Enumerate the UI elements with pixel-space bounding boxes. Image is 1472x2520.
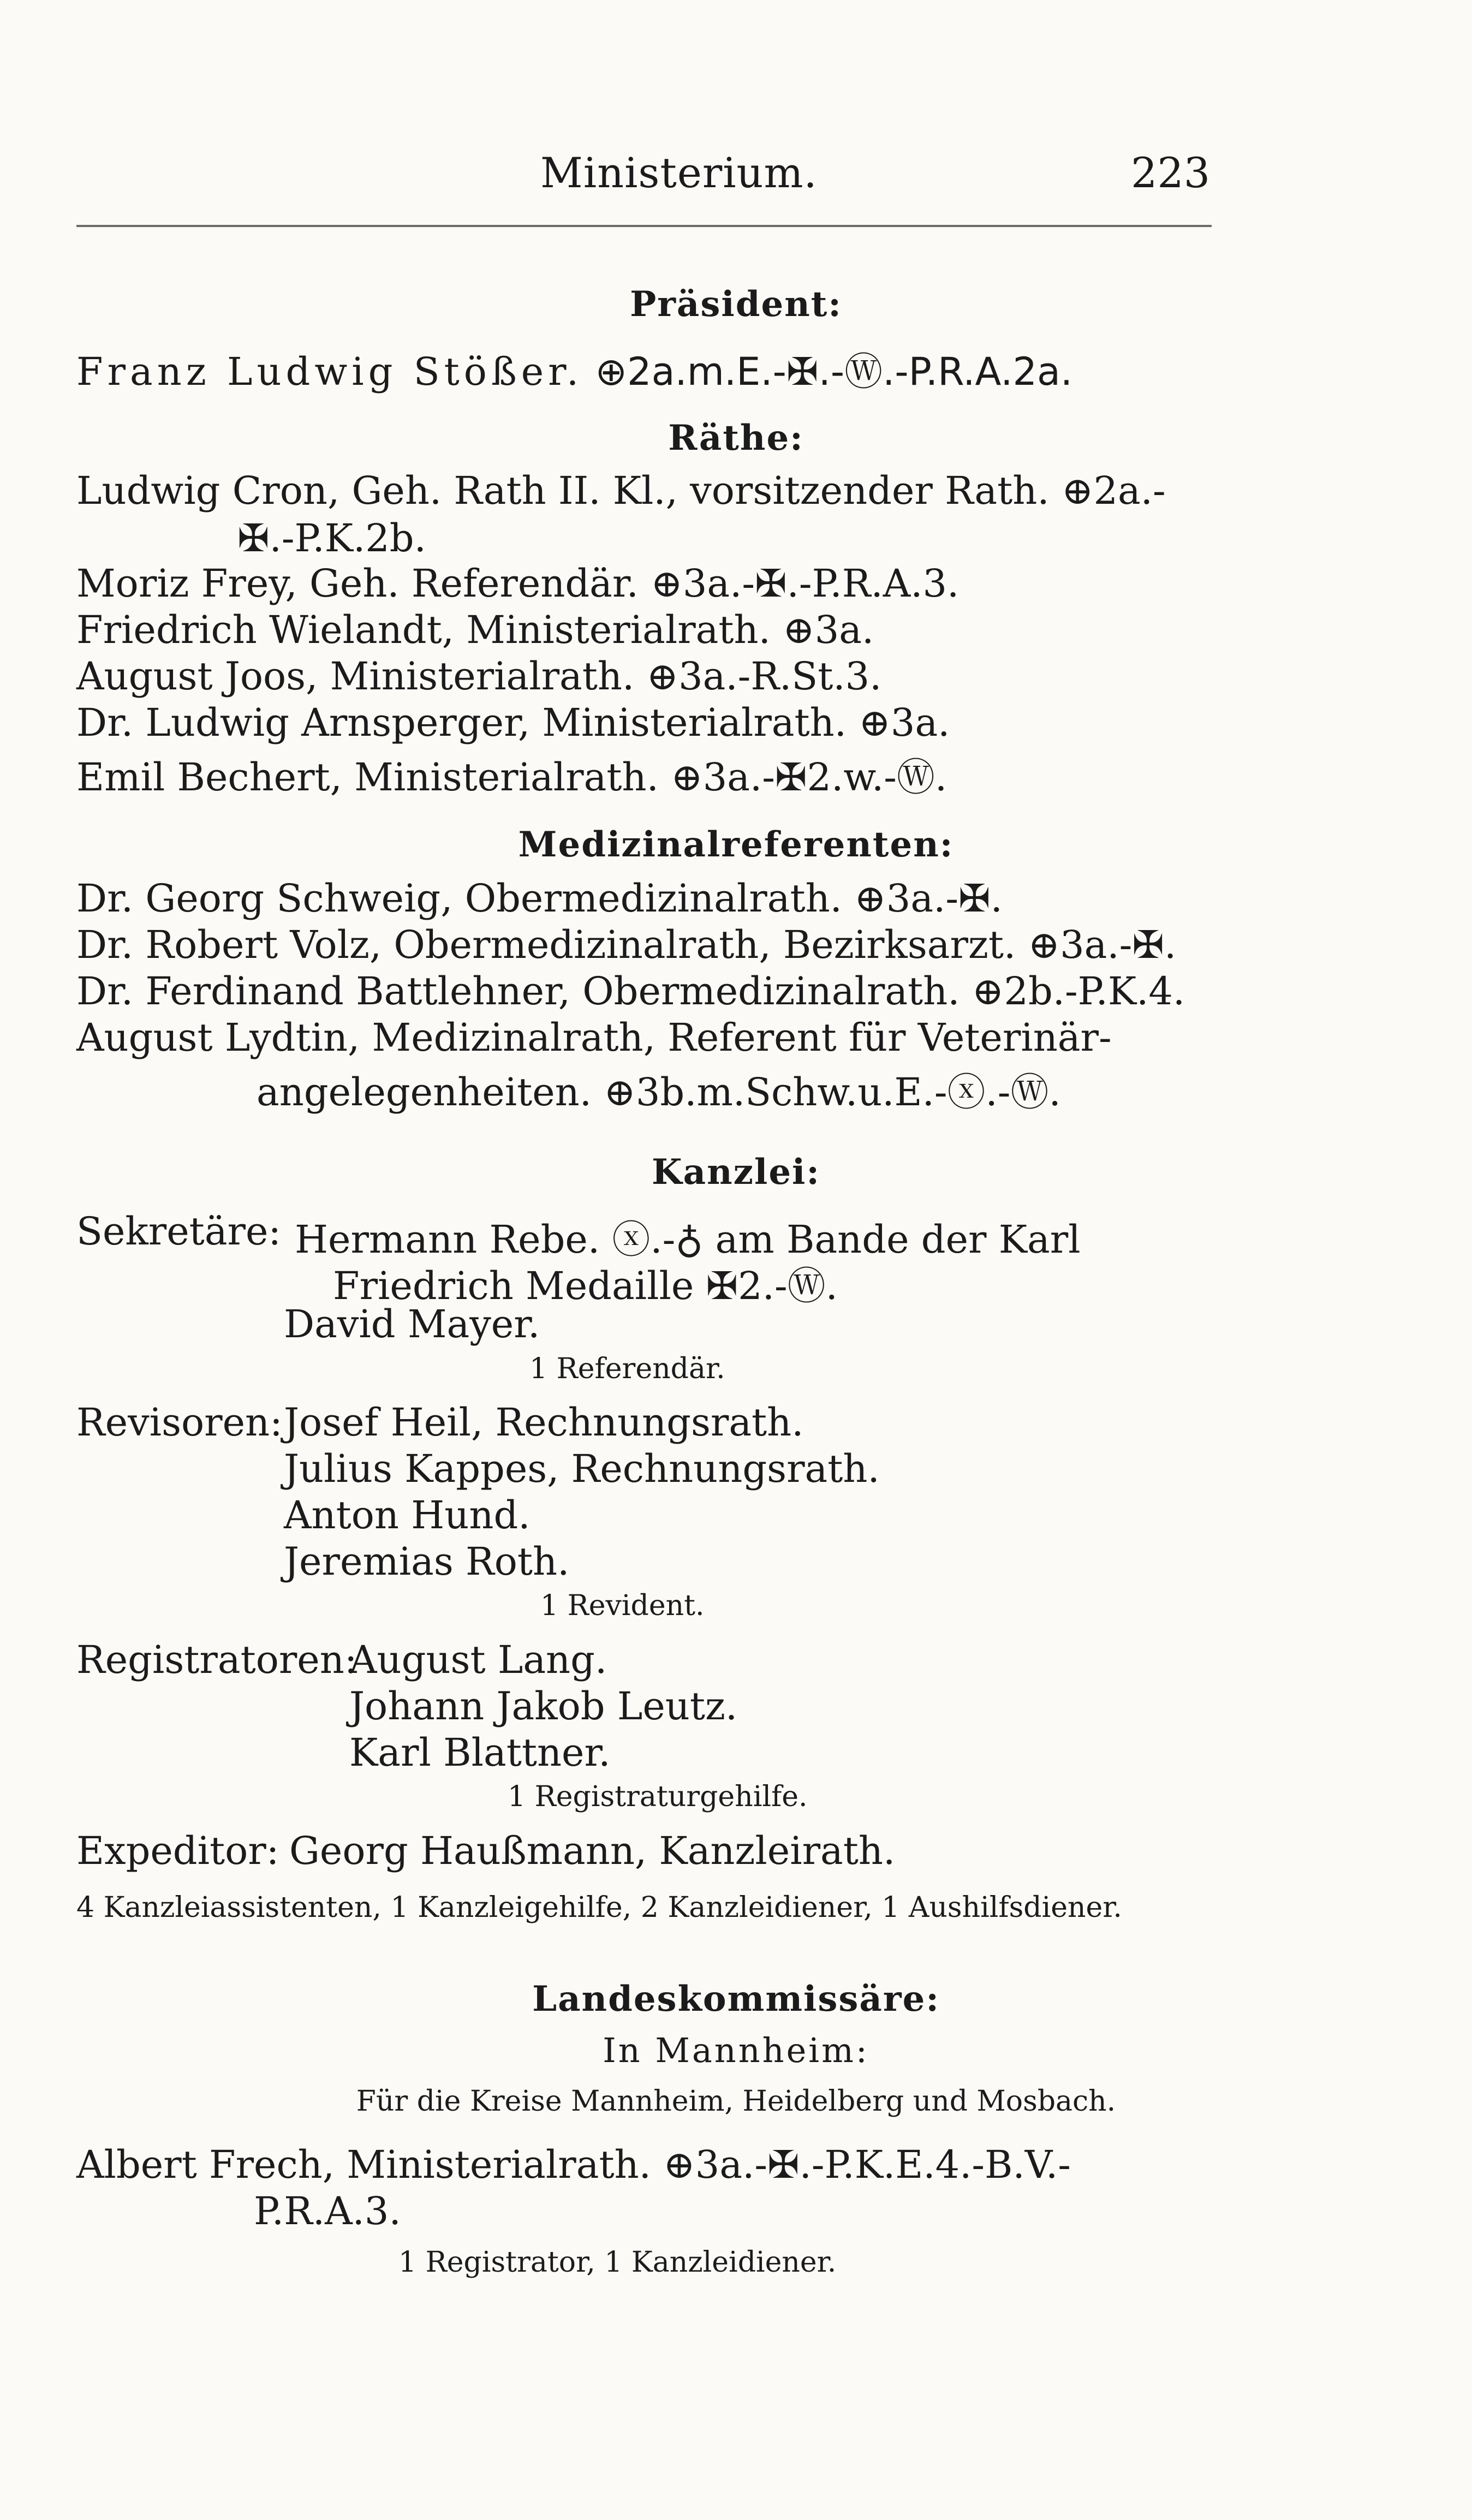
landeskommissaere-district: Für die Kreise Mannheim, Heidelberg und Mosbach. <box>356 2085 1116 2118</box>
expeditor-line: Georg Haußmann, Kanzleirath. <box>289 1828 896 1873</box>
label-revisoren: Revisoren: <box>76 1400 283 1445</box>
raethe-line: Ludwig Cron, Geh. Rath II. Kl., vorsitzender Rath. ⊕2a.- <box>76 468 1166 513</box>
medizinal-line: Dr. Robert Volz, Obermedizinalrath, Bezirksarzt. ⊕3a.-✠. <box>76 922 1177 967</box>
praesident-name: Franz Ludwig Stößer. <box>76 349 583 394</box>
section-heading-landeskommissaere: Landeskommissäre: <box>532 1979 940 2019</box>
sekretaer-line: David Mayer. <box>284 1302 540 1347</box>
raethe-line: Dr. Ludwig Arnsperger, Ministerialrath. ⊕3a. <box>76 700 950 745</box>
label-sekretaere: Sekretäre: <box>76 1209 282 1254</box>
sekretaer-line: Hermann Rebe. ⓧ.-♁ am Bande der Karl <box>295 1217 1081 1262</box>
raethe-line: Emil Bechert, Ministerialrath. ⊕3a.-✠2.w.-Ⓦ. <box>76 755 947 800</box>
header-rule <box>76 225 1212 227</box>
section-heading-kanzlei: Kanzlei: <box>652 1152 820 1193</box>
raethe-line: August Joos, Ministerialrath. ⊕3a.-R.St.3. <box>76 654 882 699</box>
landeskommissaer-line: Albert Frech, Ministerialrath. ⊕3a.-✠.-P.K.E.4.-B.V.- <box>76 2142 1071 2187</box>
sekretaere-note: 1 Referendär. <box>529 1353 725 1385</box>
label-registratoren: Registratoren: <box>76 1637 357 1682</box>
sekretaer-line: Friedrich Medaille ✠2.-Ⓦ. <box>333 1264 838 1308</box>
medizinal-line: angelegenheiten. ⊕3b.m.Schw.u.E.-ⓧ.-Ⓦ. <box>257 1070 1061 1115</box>
registratoren-note: 1 Registraturgehilfe. <box>508 1780 808 1813</box>
kanzlei-staff-note: 4 Kanzleiassistenten, 1 Kanzleigehilfe, 2 Kanzleidiener, 1 Aushilfsdiener. <box>76 1891 1122 1924</box>
registrator-line: Karl Blattner. <box>349 1730 611 1775</box>
landeskommissaere-subheading: In Mannheim: <box>603 2030 869 2070</box>
revisor-line: Josef Heil, Rechnungsrath. <box>284 1400 804 1445</box>
section-heading-praesident: Präsident: <box>630 284 842 325</box>
landeskommissaer-line: P.R.A.3. <box>254 2189 401 2233</box>
medizinal-line: Dr. Ferdinand Battlehner, Obermedizinalrath. ⊕2b.-P.K.4. <box>76 969 1185 1014</box>
section-heading-medizinal: Medizinalreferenten: <box>518 824 954 865</box>
praesident-honors: ⊕2a.m.E.-✠.-Ⓦ.-P.R.A.2a. <box>583 349 1073 394</box>
medizinal-line: August Lydtin, Medizinalrath, Referent für Veterinär- <box>76 1015 1112 1060</box>
raethe-line: Friedrich Wielandt, Ministerialrath. ⊕3a. <box>76 607 874 652</box>
section-heading-raethe: Räthe: <box>668 418 804 458</box>
revisoren-note: 1 Revident. <box>540 1589 705 1622</box>
page-number: 223 <box>1131 148 1211 197</box>
revisor-line: Anton Hund. <box>284 1493 531 1538</box>
raethe-line: Moriz Frey, Geh. Referendär. ⊕3a.-✠.-P.R.A.3. <box>76 561 960 606</box>
revisor-line: Jeremias Roth. <box>284 1539 570 1584</box>
running-title: Ministerium. <box>540 148 818 197</box>
label-expeditor: Expeditor: <box>76 1828 279 1873</box>
raethe-line: ✠.-P.K.2b. <box>237 516 426 561</box>
registrator-line: Johann Jakob Leutz. <box>349 1684 738 1729</box>
landeskommissaere-note: 1 Registrator, 1 Kanzleidiener. <box>398 2246 837 2279</box>
revisor-line: Julius Kappes, Rechnungsrath. <box>284 1446 880 1491</box>
registrator-line: August Lang. <box>349 1637 607 1682</box>
medizinal-line: Dr. Georg Schweig, Obermedizinalrath. ⊕3a.-✠. <box>76 876 1003 921</box>
praesident-entry <box>76 341 1072 396</box>
